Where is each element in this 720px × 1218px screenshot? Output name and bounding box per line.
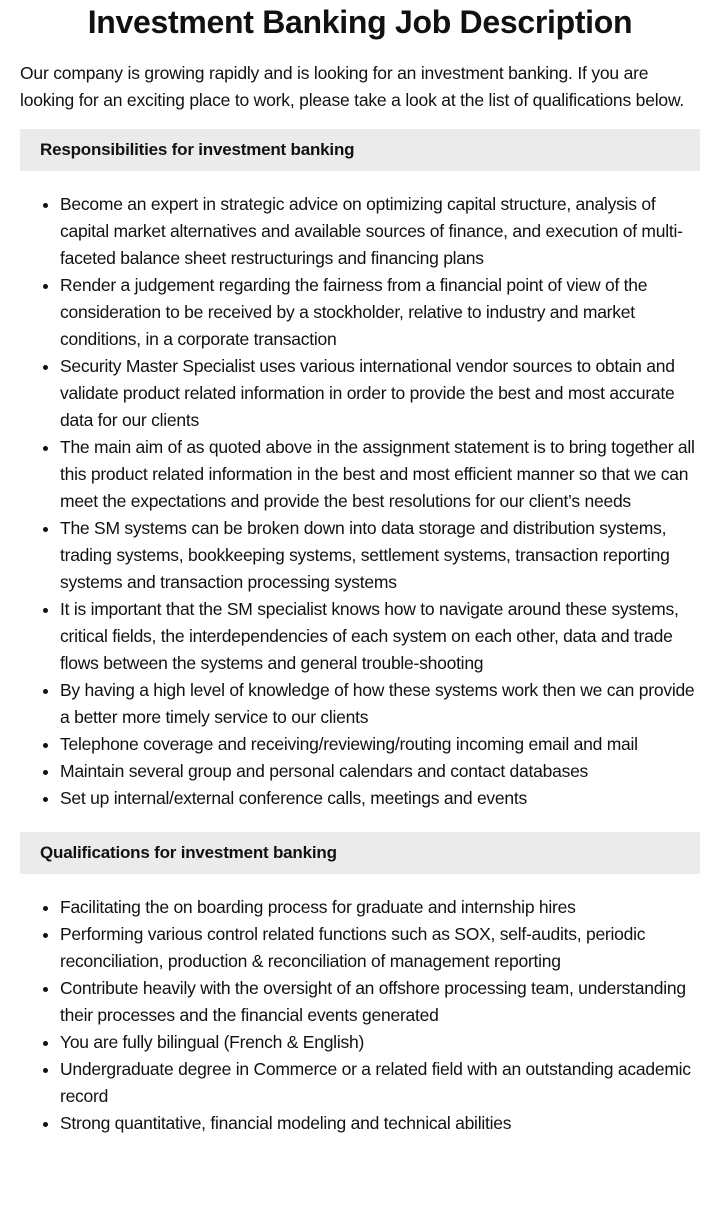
responsibilities-list	[0, 191, 720, 812]
list-item: • Maintain several group and personal calendars and contact databases	[60, 758, 700, 785]
list-item: • You are fully bilingual (French & English)	[60, 1029, 700, 1056]
list-item: • Contribute heavily with the oversight of an offshore processing team, understanding their processes and the financial events generated	[60, 975, 700, 1029]
intro-paragraph: Our company is growing rapidly and is looking for an investment banking. If you are looking for an exciting place to work, please take a look at the list of qualifications below.	[20, 63, 685, 110]
list-item: • It is important that the SM specialist knows how to navigate around these systems, critical fields, the interdependencies of each system on each other, data and trade flows between the systems and general trouble-shooting	[60, 596, 700, 677]
responsibilities-heading: Responsibilities for investment banking	[20, 129, 700, 171]
list-item: • Undergraduate degree in Commerce or a related field with an outstanding academic record	[60, 1056, 700, 1110]
list-item: • Facilitating the on boarding process for graduate and internship hires	[60, 894, 700, 921]
list-item: • Security Master Specialist uses various international vendor sources to obtain and validate product related information in order to provide the best and most accurate data for our clients	[60, 353, 700, 434]
list-item: • Render a judgement regarding the fairness from a financial point of view of the consideration to be received by a stockholder, relative to industry and market conditions, in a corporate transaction	[60, 272, 700, 353]
list-item: • Telephone coverage and receiving/reviewing/routing incoming email and mail	[60, 731, 700, 758]
page-title: Investment Banking Job Description	[87, 4, 633, 40]
list-item: • Become an expert in strategic advice on optimizing capital structure, analysis of capital market alternatives and available sources of finance, and execution of multi-faceted balance sheet restructurings and financing plans	[60, 191, 700, 272]
list-item: • Strong quantitative, financial modeling and technical abilities	[60, 1110, 700, 1137]
list-item: • Set up internal/external conference calls, meetings and events	[60, 785, 700, 812]
list-item: • Performing various control related functions such as SOX, self-audits, periodic reconciliation, production & reconciliation of management reporting	[60, 921, 700, 975]
qualifications-list	[0, 894, 720, 1137]
qualifications-heading: Qualifications for investment banking	[20, 832, 700, 874]
list-item: • The SM systems can be broken down into data storage and distribution systems, trading systems, bookkeeping systems, settlement systems, transaction reporting systems and transaction processing systems	[60, 515, 700, 596]
list-item: • By having a high level of knowledge of how these systems work then we can provide a better more timely service to our clients	[60, 677, 700, 731]
list-item: • The main aim of as quoted above in the assignment statement is to bring together all this product related information in the best and most efficient manner so that we can meet the expectations and provide the best resolutions for our client’s needs	[60, 434, 700, 515]
